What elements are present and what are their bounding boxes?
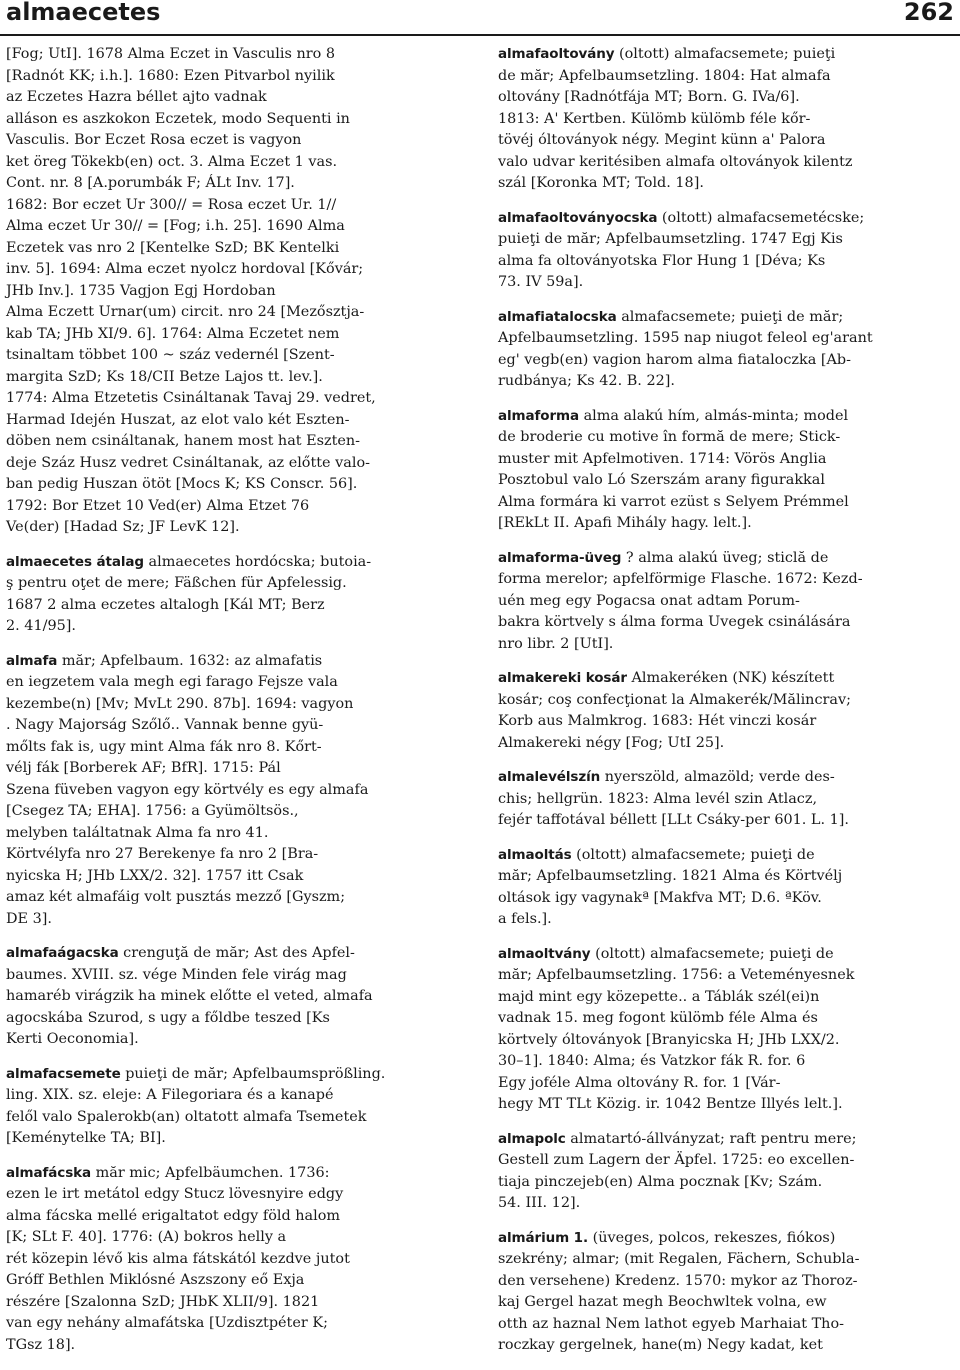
text-line: den versehene) Kredenz. 1570: mykor az Thoroz- [498, 1272, 858, 1289]
text-line: Ve(der) [Hadad Sz; JF LevK 12]. [6, 519, 240, 535]
text-line: Apfelbaumsetzling. 1595 nap niugot feleol eg'arant [498, 330, 873, 346]
dictionary-entry [498, 548, 960, 656]
entry-definition: (oltott) almafacsemete; puieţi [614, 46, 836, 62]
entry-first-line [498, 208, 960, 230]
entry-headword: almafácska [6, 1164, 92, 1181]
dictionary-entry [498, 208, 960, 294]
text-line: Alma eczet Ur 30// = [Fog; i.h. 25]. 1690 Alma [6, 218, 345, 234]
entry-definition: (oltott) almafacsemetécske; [657, 209, 865, 226]
text-line: agocskába Szurod, s ugy a főldbe teszed [Ks [6, 1009, 330, 1026]
text-line: 30–1]. 1840: Alma; és Vatzkor fák R. for. 6 [498, 1053, 806, 1069]
text-line: kezembe(n) [Mv; MvLt 290. 87b]. 1694: vagyon [6, 695, 354, 712]
entry-headword: almafa [6, 652, 58, 669]
entry-definition: nyerszöld, almazöld; verde des- [600, 769, 835, 785]
text-line: Körtvélyfa nro 27 Berekenye fa nro 2 [Bra- [6, 846, 319, 862]
text-line: valo udvar keritésiben almafa oltoványok kilentz [498, 153, 853, 170]
text-line: hamaréb virágzik ha minek előtte el veted, almafa [6, 988, 373, 1004]
dictionary-entry [498, 845, 960, 931]
text-line: vadnak 15. meg fogont külömb féle Alma és [498, 1010, 818, 1026]
text-line: oltások igy vagynakª [Makfva MT; D.6. ªKöv. [498, 889, 822, 906]
text-line: măr; Apfelbaumsetzling. 1756: a Veteményesnek [498, 967, 855, 983]
right-entries [498, 44, 960, 1357]
text-line: JHb Inv.]. 1735 Vagjon Egj Hordoban [6, 282, 276, 299]
text-line: Alma Eczett Urnar(um) circit. nro 24 [Mezősztja- [6, 304, 365, 320]
text-line: Korb aus Malmkrog. 1683: Hét vinczi kosár [498, 713, 817, 729]
entry-first-line [498, 44, 960, 66]
text-line: roczkay gergelnek, hane(m) Negy kadat, ket [498, 1337, 823, 1353]
entry-first-line [498, 668, 960, 690]
text-line: van egy nehány almafátska [Uzdisztpéter K; [6, 1315, 328, 1331]
text-line: margita SzD; Ks 18/CII Betze Lajos tt. lev.]. [6, 368, 323, 385]
text-line: rudbánya; Ks 42. B. 22]. [498, 373, 675, 389]
text-line: vélj fák [Borberek AF; BfR]. 1715: Pál [6, 760, 281, 776]
entry-headword: almaoltás [498, 846, 572, 863]
dictionary-entry [498, 307, 960, 393]
text-line: rét közepin lévő kis alma fátskától kezdve jutot [6, 1250, 350, 1267]
text-line: majd mint egy közepette.. a Táblák szél(ei)n [498, 988, 820, 1005]
dictionary-entry [498, 44, 960, 195]
text-line: felől valo Spalerokb(an) oltatott almafa Tsemetek [6, 1108, 367, 1125]
left-column [6, 44, 474, 1369]
dictionary-entry [6, 651, 474, 931]
entry-definition: alma alakú hím, almás-minta; model [579, 407, 849, 424]
dictionary-entry [498, 767, 960, 832]
text-line: döben nem csináltanak, hanem most hat Eszten- [6, 433, 361, 449]
entry-first-line [498, 944, 960, 966]
text-line: 1813: A' Kertben. Külömb külömb féle kőr- [498, 110, 811, 127]
text-line: inv. 5]. 1694: Alma eczet nyolcz hordoval [Kővár; [6, 261, 364, 277]
text-line: szekrény; almar; (mit Regalen, Fächern, Schubla- [498, 1251, 860, 1267]
text-line: Gróff Bethlen Miklósné Aszszony eő Exja [6, 1272, 305, 1288]
text-line: muster mit Apfelmotiven. 1714: Vörös Anglia [498, 450, 827, 467]
dictionary-entry [498, 944, 960, 1116]
text-line: tiaja pinczejeb(en) Alma pocznak [Kv; Szám. [498, 1173, 823, 1190]
text-line: tsinaltam többet 100 ~ száz vedernél [Szent- [6, 347, 335, 363]
text-line: [REkLt II. Apafi Mihály hagy. lelt.]. [498, 515, 752, 531]
text-line: deje Száz Husz vedret Csináltanak, az előtte valo- [6, 454, 370, 471]
entry-definition: Almakeréken (NK) készített [626, 670, 835, 686]
text-line: [K; SLt F. 40]. 1776: (A) bokros helly a [6, 1229, 287, 1245]
entry-definition: (oltott) almafacsemete; puieţi de [571, 846, 815, 863]
text-line: chis; hellgrün. 1823: Alma levél szin Atlacz, [498, 790, 818, 807]
left-entries [6, 552, 474, 1357]
text-line: 1792: Bor Etzet 10 Ved(er) Alma Etzet 76 [6, 497, 310, 514]
entry-definition: măr; Apfelbaum. 1632: az almafatis [57, 652, 323, 669]
entry-definition: (üveges, polcos, rekeszes, fiókos) [588, 1229, 836, 1246]
text-line: alma fácska mellé erigaltatot edgy föld halom [6, 1207, 341, 1224]
dictionary-entry [6, 1163, 474, 1357]
text-line: uén meg egy Pogacsa onat adtam Porum- [498, 592, 800, 609]
text-line: Vasculis. Bor Eczet Rosa eczet is vagyon [6, 132, 302, 148]
text-line: Gestell zum Lagern der Äpfel. 1725: eo excellen- [498, 1152, 855, 1168]
text-line: fejér taffotával béllett [LLt Csáky-per 601. L. 1]. [498, 812, 849, 828]
entry-definition: almafacsemete; puieţi de măr; [616, 308, 844, 325]
text-line: kosár; coş confecţionat la Almakerék/Mălincrav; [498, 691, 851, 708]
entry-headword: almafaoltoványocska [498, 209, 658, 226]
text-line: bakra körtvely s álma forma Uvegek csinálására [498, 614, 851, 630]
text-line: Szena füveben vagyon egy körtvély es egy almafa [6, 781, 369, 798]
entry-first-line [498, 845, 960, 867]
text-line: [Keménytelke TA; BI]. [6, 1130, 166, 1146]
text-line: alláson es aszkokon Eczetek, modo Sequenti in [6, 110, 350, 127]
entry-first-line [6, 552, 474, 574]
text-line: puieţi de măr; Apfelbaumsetzling. 1747 Egj Kis [498, 231, 843, 247]
entry-headword: almalevélszín [498, 769, 601, 785]
entry-headword: almapolc [498, 1130, 566, 1147]
entry-headword: almakereki kosár [498, 670, 627, 686]
text-line: 1687 2 alma eczetes altalogh [Kál MT; Berz [6, 596, 325, 613]
text-line: Eczetek vas nro 2 [Kentelke SzD; BK Kentelki [6, 239, 340, 256]
entry-definition: ? alma alakú üveg; sticlă de [621, 549, 829, 566]
text-line: TGsz 18]. [6, 1336, 76, 1353]
text-line: . Nagy Majorság Szőlő.. Vannak benne gyü- [6, 717, 324, 733]
entry-first-line [6, 1064, 474, 1086]
text-line: 1682: Bor eczet Ur 300// = Rosa eczet Ur. 1// [6, 196, 337, 213]
text-line: körtvely óltoványok [Branyicska H; JHb LXX/2. [498, 1031, 840, 1048]
entry-first-line [6, 651, 474, 673]
text-line: a fels.]. [498, 911, 552, 927]
entry-definition: crenguţă de măr; Ast des Apfel- [118, 945, 355, 961]
entry-headword: almafacsemete [6, 1065, 121, 1082]
entry-headword: almafaoltovány [498, 46, 615, 62]
entry-first-line [6, 943, 474, 965]
text-line: Almakereki négy [Fog; UtI 25]. [498, 734, 725, 751]
text-line: hegy MT TLt Közig. ir. 1042 Bentze Illyés lelt.]. [498, 1096, 843, 1112]
text-line: szál [Koronka MT; Told. 18]. [498, 175, 704, 191]
entry-first-line [498, 1228, 960, 1250]
text-line: en iegzetem vala megh egi farago Fejsze vala [6, 674, 338, 690]
text-line: kaj Gergel hazat megh Beochwltek volna, ew [498, 1294, 827, 1310]
dictionary-entry [498, 1129, 960, 1215]
text-line: oltovány [Radnótfája MT; Born. G. IVa/6]. [498, 89, 800, 105]
entry-definition: puieţi de măr; Apfelbaumsprößling. [120, 1065, 386, 1082]
text-line: ş pentru oţet de mere; Fäßchen für Apfelessig. [6, 575, 347, 591]
text-line: [Csegez TA; EHA]. 1756: a Gyümöltsös., [6, 803, 299, 819]
text-line: Cont. nr. 8 [A.porumbák F; ÁLt Inv. 17]. [6, 175, 295, 191]
text-line: ling. XIX. sz. eleje: A Filegoriara és a kanapé [6, 1087, 334, 1103]
entry-headword: almaforma-üveg [498, 549, 622, 566]
entry-first-line [498, 1129, 960, 1151]
text-line: ket öreg Tökekb(en) oct. 3. Alma Eczet 1 vas. [6, 153, 338, 170]
entry-first-line [498, 767, 960, 789]
text-line: forma merelor; apfelförmige Flasche. 1672: Kezd- [498, 571, 863, 587]
text-line: nro libr. 2 [UtI]. [498, 635, 614, 652]
entry-headword: almafaágacska [6, 945, 119, 961]
entry-definition: măr mic; Apfelbäumchen. 1736: [91, 1164, 330, 1181]
entry-headword: almafiatalocska [498, 308, 617, 325]
dictionary-entry [498, 1228, 960, 1357]
text-line: Egy joféle Alma oltovány R. for. 1 [Vár- [498, 1074, 781, 1091]
text-line: 54. III. 12]. [498, 1195, 581, 1211]
text-line: mőlts fak is, ugy mint Alma fák nro 8. Kőrt- [6, 738, 322, 755]
entry-first-line [498, 548, 960, 570]
continued-entry-almaecet [6, 44, 474, 539]
entry-headword: almaoltvány [498, 945, 591, 962]
text-line: ezen le irt metátol edgy Stucz lövesnyire edgy [6, 1186, 344, 1202]
text-line: măr; Apfelbaumsetzling. 1821 Alma és Körtvélj [498, 868, 843, 884]
entry-first-line [498, 307, 960, 329]
text-line: de măr; Apfelbaumsetzling. 1804: Hat almafa [498, 67, 831, 84]
text-line: de broderie cu motive în formă de mere; Stick- [498, 429, 841, 445]
entry-headword: almárium 1. [498, 1229, 588, 1246]
text-line: baumes. XVIII. sz. vége Minden fele virág mag [6, 966, 347, 983]
running-headword: almaecetes [6, 0, 161, 26]
text-line: amaz két almafáig volt pusztás mezző [Gyszm; [6, 889, 346, 905]
text-line: az Eczetes Hazra béllet ajto vadnak [6, 89, 267, 105]
entry-definition: (oltott) almafacsemete; puieţi de [590, 945, 834, 962]
text-line: Posztobul valo Ló Szerszám arany figurakkal [498, 472, 825, 488]
text-line: alma fa oltoványotska Flor Hung 1 [Déva; Ks [498, 252, 826, 269]
text-line: nyicska H; JHb LXX/2. 32]. 1757 itt Csak [6, 867, 304, 884]
text-line: eg' vegb(en) vagion harom alma fiataloczka [Ab- [498, 351, 851, 368]
text-line: [Radnót KK; i.h.]. 1680: Ezen Pitvarbol nyilik [6, 67, 335, 84]
text-line: Harmad Idején Huszat, az elot valo két Eszten- [6, 411, 350, 428]
text-line: DE 3]. [6, 910, 52, 927]
entry-headword: almaforma [498, 407, 579, 424]
text-line: 1774: Alma Etzetetis Csináltanak Tavaj 29. vedret, [6, 390, 376, 406]
text-line: 73. IV 59a]. [498, 274, 584, 290]
entry-headword: almaecetes átalag [6, 553, 144, 570]
text-line: otth az haznal Nem lathot egyeb Marhaiat Tho- [498, 1315, 844, 1332]
text-line: Kerti Oeconomia]. [6, 1031, 139, 1047]
text-line: tövéj óltoványok négy. Megint künn a' Palora [498, 132, 826, 148]
dictionary-entry [6, 552, 474, 638]
entry-definition: almaecetes hordócska; butoia- [143, 553, 372, 570]
page-header [0, 0, 960, 36]
text-line: Alma formára ki varrot ezüst s Selyem Prémmel [498, 493, 849, 510]
dictionary-entry [6, 943, 474, 1051]
page-number: 262 [903, 0, 954, 26]
right-column [498, 44, 960, 1370]
dictionary-entry [498, 668, 960, 754]
dictionary-entry [498, 406, 960, 535]
entry-definition: almatartó-állványzat; raft pentru mere; [565, 1130, 857, 1147]
text-line: ban pedig Huszan ötöt [Mocs K; KS Conscr. 56]. [6, 476, 358, 492]
entry-first-line [6, 1163, 474, 1185]
text-line: [Fog; UtI]. 1678 Alma Eczet in Vasculis nro 8 [6, 46, 335, 62]
entry-first-line [498, 406, 960, 428]
dictionary-entry [6, 1064, 474, 1150]
text-line: részére [Szalonna SzD; JHbK XLII/9]. 1821 [6, 1293, 320, 1310]
text-line: melyben találtatnak Alma fa nro 41. [6, 824, 269, 841]
text-line: 2. 41/95]. [6, 618, 76, 634]
text-line: kab TA; JHb XI/9. 6]. 1764: Alma Eczetet nem [6, 325, 340, 342]
